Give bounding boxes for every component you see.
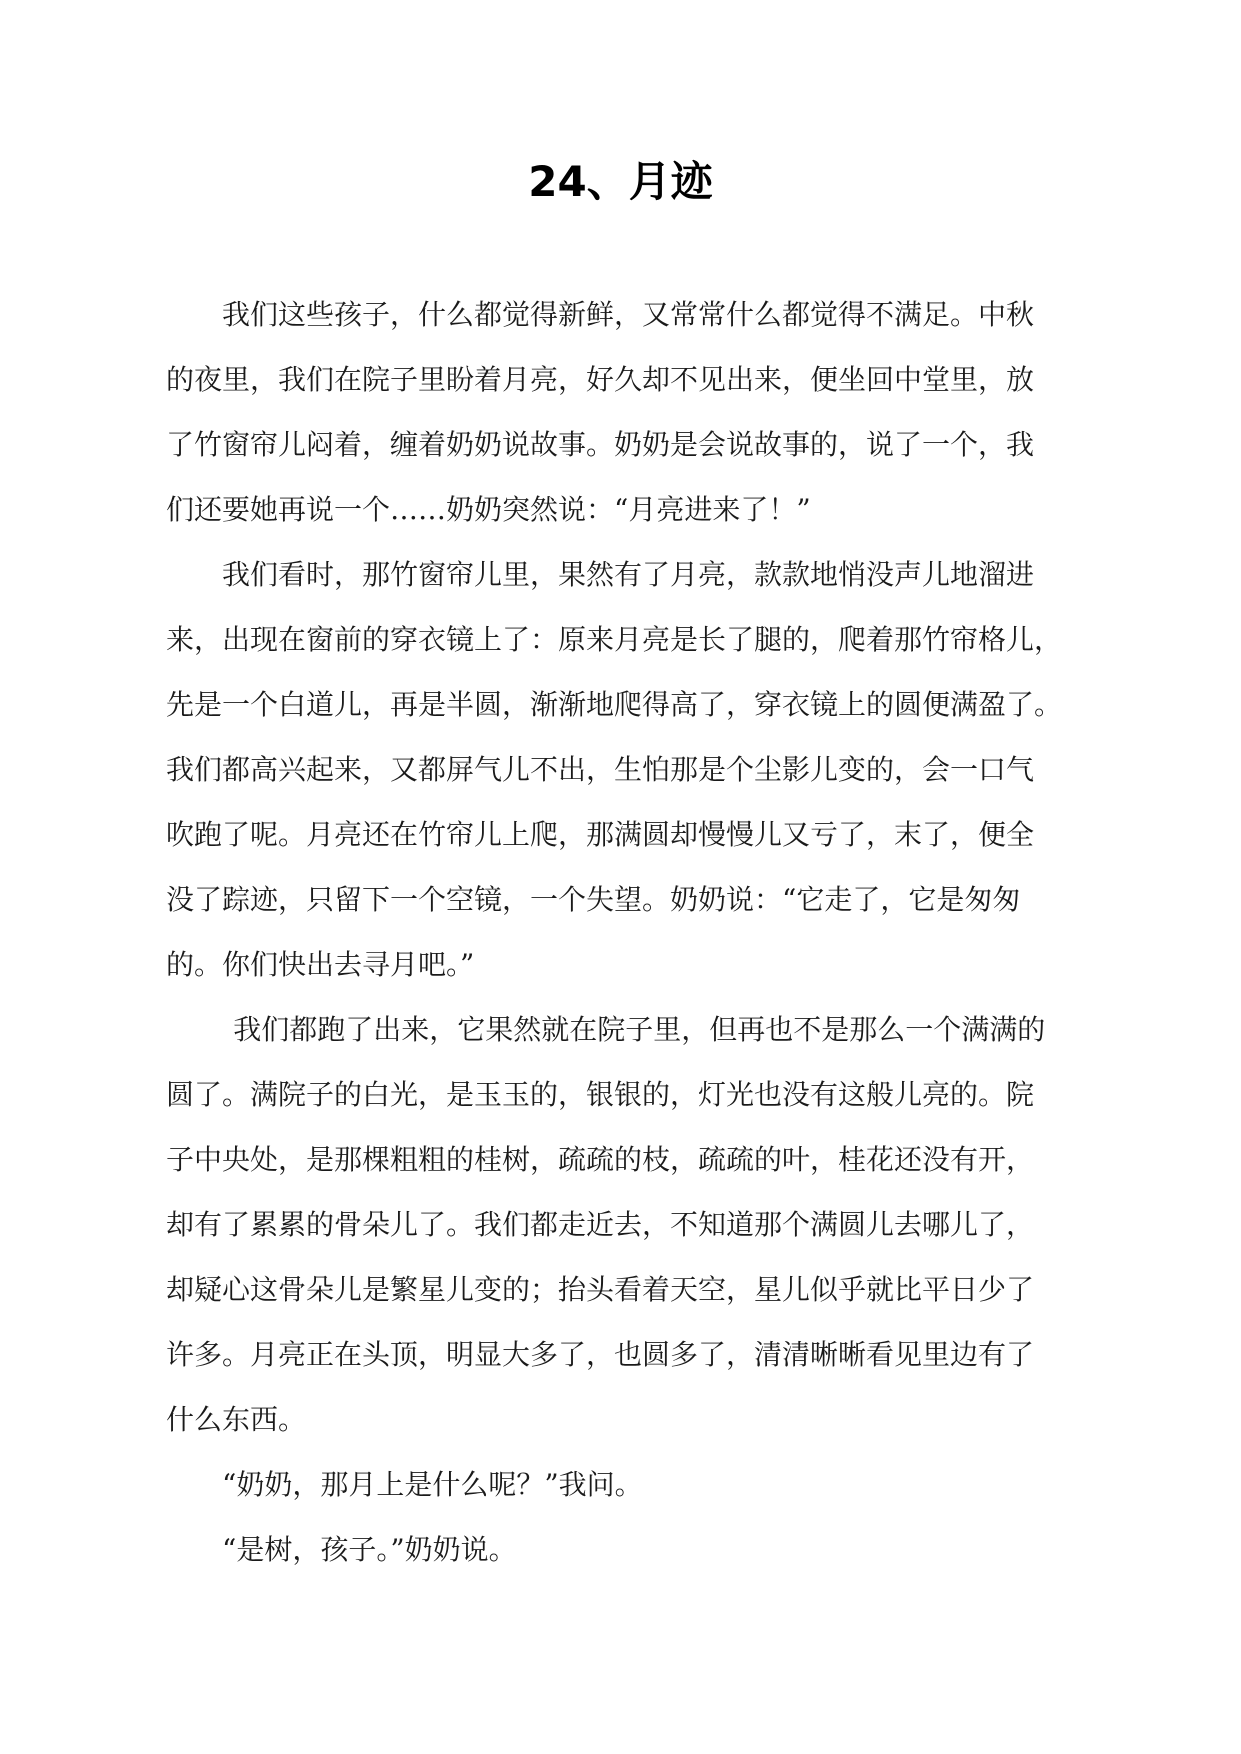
paragraph-1 <box>166 282 1072 542</box>
paragraph-2 <box>166 542 1072 997</box>
paragraph-line: 的夜里，我们在院子里盼着月亮，好久却不见出来，便坐回中堂里，放 <box>166 363 1035 396</box>
article-body <box>166 282 1072 1582</box>
paragraph-line: 们还要她再说一个……奶奶突然说：“月亮进来了！” <box>166 493 811 526</box>
paragraph-5 <box>166 1517 1072 1582</box>
paragraph-line: 却疑心这骨朵儿是繁星儿变的；抬头看着天空，星儿似乎就比平日少了 <box>166 1273 1035 1306</box>
paragraph-line: 没了踪迹，只留下一个空镜，一个失望。奶奶说：“它走了，它是匆匆 <box>166 883 1021 916</box>
paragraph-line: 子中央处，是那棵粗粗的桂树，疏疏的枝，疏疏的叶，桂花还没有开， <box>166 1143 1035 1176</box>
paragraph-line: 圆了。满院子的白光，是玉玉的，银银的，灯光也没有这般儿亮的。院 <box>166 1078 1035 1111</box>
paragraph-line: 我们这些孩子，什么都觉得新鲜，又常常什么都觉得不满足。中秋 <box>222 298 1035 331</box>
paragraph-line: 我们都高兴起来，又都屏气儿不出，生怕那是个尘影儿变的，会一口气 <box>166 753 1035 786</box>
paragraph-line: 的。你们快出去寻月吧。” <box>166 948 475 981</box>
paragraph-4 <box>166 1452 1072 1517</box>
paragraph-line: “奶奶，那月上是什么呢？”我问。 <box>222 1468 643 1501</box>
paragraph-line: 了竹窗帘儿闷着，缠着奶奶说故事。奶奶是会说故事的，说了一个，我 <box>166 428 1035 461</box>
paragraph-line: 什么东西。 <box>166 1403 307 1436</box>
paragraph-line: 我们都跑了出来，它果然就在院子里，但再也不是那么一个满满的 <box>233 1013 1046 1046</box>
paragraph-line: 许多。月亮正在头顶，明显大多了，也圆多了，清清晰晰看见里边有了 <box>166 1338 1035 1371</box>
paragraph-line: 先是一个白道儿，再是半圆，渐渐地爬得高了，穿衣镜上的圆便满盈了。 <box>166 688 1063 721</box>
paragraph-3 <box>166 997 1072 1452</box>
paragraph-line: “是树，孩子。”奶奶说。 <box>222 1533 517 1566</box>
paragraph-line: 我们看时，那竹窗帘儿里，果然有了月亮，款款地悄没声儿地溜进 <box>222 558 1035 591</box>
paragraph-line: 吹跑了呢。月亮还在竹帘儿上爬，那满圆却慢慢儿又亏了，末了，便全 <box>166 818 1035 851</box>
paragraph-line: 来，出现在窗前的穿衣镜上了：原来月亮是长了腿的，爬着那竹帘格儿， <box>166 623 1063 656</box>
paragraph-line: 却有了累累的骨朵儿了。我们都走近去，不知道那个满圆儿去哪儿了， <box>166 1208 1035 1241</box>
page-title: 24、月迹 <box>528 157 713 206</box>
